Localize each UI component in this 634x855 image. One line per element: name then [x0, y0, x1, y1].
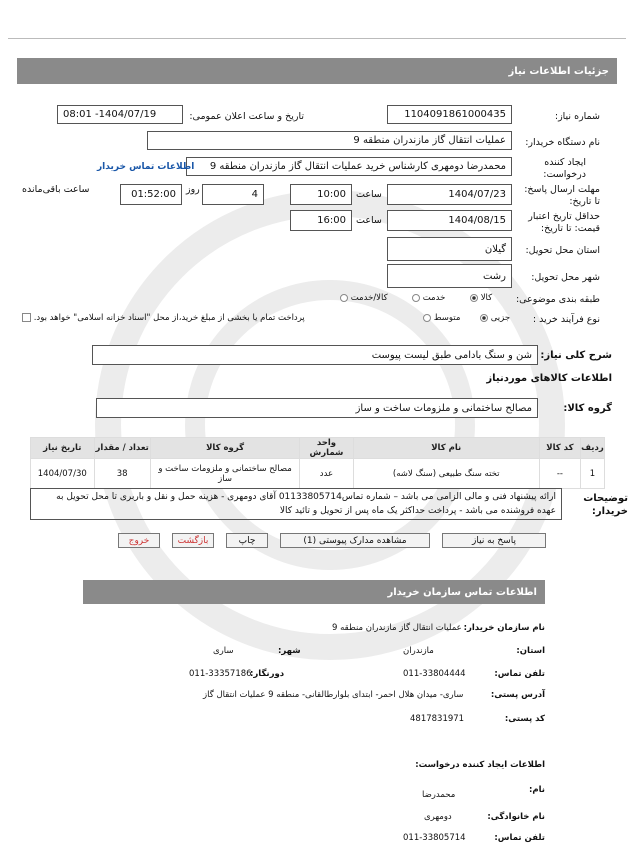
need-desc-field: شن و سنگ بادامی طبق لیست پیوست	[92, 345, 538, 365]
contact-province-label: استان:	[516, 646, 545, 656]
purchase-option-minor-label: جزیی	[490, 313, 511, 323]
buyer-contact-link[interactable]: اطلاعات تماس خریدار	[97, 162, 195, 172]
cell-qty: 38	[94, 459, 150, 489]
purchase-option-medium-label: متوسط	[433, 313, 461, 323]
announce-datetime-field: 1404/07/19- 08:01	[57, 105, 183, 124]
need-number-label: شماره نیاز:	[554, 111, 600, 122]
cell-group: مصالح ساختمانی و ملزومات ساخت و ساز	[150, 459, 299, 489]
purchase-option-medium[interactable]	[423, 313, 460, 323]
exit-button[interactable]: خروج	[118, 533, 160, 548]
reply-remaining-field: 01:52:00	[120, 184, 182, 205]
category-option-goods-label: کالا	[480, 293, 493, 303]
contact-province-value: مازندران	[403, 646, 434, 656]
back-button[interactable]: بازگشت	[172, 533, 214, 548]
treasury-note-text: پرداخت تمام یا بخشی از مبلغ خرید،از محل "اسناد خزانه اسلامی" خواهد بود.	[33, 313, 305, 323]
goods-group-label: گروه کالا:	[563, 403, 612, 414]
col-group: گروه کالا	[150, 438, 299, 459]
reply-deadline-label: مهلت ارسال پاسخ: تا تاریخ:	[524, 184, 600, 207]
cell-row: 1	[580, 459, 604, 489]
col-unit: واحد شمارش	[300, 438, 353, 459]
creator-family-label: نام خانوادگی:	[487, 812, 545, 822]
category-option-both-label: کالا/خدمت	[350, 293, 388, 303]
buyer-notes-field: ارائه پیشنهاد فنی و مالی الزامی می باشد – شماره تماس01133805714 آقای دومهری - هزینه حمل و نقل و باربری تا محل تحویل به عهده فروشنده می باشد - پرداخت حداکثر یک ماه پس از تحویل و تائید کالا	[30, 488, 562, 520]
creator-info-title: اطلاعات ایجاد کننده درخواست:	[415, 760, 545, 770]
contact-org-label: نام سازمان خریدار:	[463, 623, 545, 633]
col-code: کد کالا	[539, 438, 580, 459]
creator-family-value: دومهری	[424, 812, 452, 822]
radio-selected-icon	[470, 294, 478, 302]
creator-phone-value: 011-33805714	[403, 833, 466, 843]
radio-icon	[423, 314, 431, 322]
goods-info-heading: اطلاعات کالاهای موردنیاز	[486, 373, 612, 384]
contact-address-value: ساری- میدان هلال احمر- ابتدای بلوارطالقانی- منطقه 9 عملیات انتقال گاز	[203, 690, 464, 700]
validity-date-field: 1404/08/15	[387, 210, 512, 231]
reply-date-field: 1404/07/23	[387, 184, 512, 205]
validity-hour-field: 16:00	[290, 210, 352, 231]
creator-label: ایجاد کننده درخواست:	[543, 157, 586, 180]
reply-days-label: روز	[186, 184, 200, 195]
creator-name-label: نام:	[528, 785, 545, 795]
price-validity-label: حداقل تاریخ اعتبار قیمت: تا تاریخ:	[528, 211, 600, 234]
contact-city-label: شهر:	[278, 646, 301, 656]
goods-group-field: مصالح ساختمانی و ملزومات ساخت و ساز	[96, 398, 538, 418]
category-option-service[interactable]	[412, 293, 445, 303]
buyer-org-label: نام دستگاه خریدار:	[525, 137, 600, 148]
contact-phone-label: تلفن تماس:	[494, 669, 545, 679]
creator-phone-label: تلفن تماس:	[494, 833, 545, 843]
category-option-service-label: خدمت	[422, 293, 446, 303]
reply-button[interactable]: پاسخ به نیاز	[442, 533, 546, 548]
radio-icon	[412, 294, 420, 302]
col-name: نام کالا	[353, 438, 539, 459]
category-option-goods[interactable]	[470, 293, 492, 303]
cell-code: --	[539, 459, 580, 489]
need-number-field: 1104091861000435	[387, 105, 512, 124]
top-divider	[8, 38, 626, 39]
cell-unit: عدد	[300, 459, 353, 489]
contact-fax-label: دورنگار:	[250, 669, 285, 679]
attachments-button[interactable]: مشاهده مدارک پیوستی (1)	[280, 533, 430, 548]
contact-phone-value: 011-33804444	[403, 669, 466, 679]
col-date: تاریخ نیاز	[31, 438, 95, 459]
table-row	[31, 459, 605, 489]
table-header-row	[31, 438, 605, 459]
creator-name-value: محمدرضا	[422, 790, 456, 800]
creator-field: محمدرضا دومهری کارشناس خرید عملیات انتقال گاز مازندران منطقه 9	[186, 157, 512, 176]
page-title: جزئیات اطلاعات نیاز	[508, 65, 609, 77]
need-desc-label: شرح کلی نیاز:	[540, 350, 612, 361]
reply-hour-label: ساعت	[356, 189, 382, 200]
goods-table	[30, 437, 605, 489]
buyer-notes-label: توضیحات خریدار:	[583, 493, 628, 517]
radio-selected-icon	[480, 314, 488, 322]
purchase-type-label: نوع فرآیند خرید :	[532, 314, 600, 325]
radio-icon	[340, 294, 348, 302]
checkbox-icon[interactable]	[22, 313, 31, 322]
buyer-org-field: عملیات انتقال گاز مازندران منطقه 9	[147, 131, 512, 150]
city-field: رشت	[387, 264, 512, 288]
cell-date: 1404/07/30	[31, 459, 95, 489]
col-qty: تعداد / مقدار	[94, 438, 150, 459]
cell-name: تخته سنگ طبیعی (سنگ لاشه)	[353, 459, 539, 489]
province-field: گیلان	[387, 237, 512, 261]
treasury-note	[22, 313, 305, 323]
province-label: استان محل تحویل:	[525, 245, 600, 256]
announce-datetime-label: تاریخ و ساعت اعلان عمومی:	[189, 111, 304, 122]
validity-hour-label: ساعت	[356, 215, 382, 226]
contact-fax-value: 011-33357186	[189, 669, 252, 679]
contact-title: اطلاعات تماس سازمان خریدار	[387, 586, 537, 598]
city-label: شهر محل تحویل:	[531, 272, 600, 283]
category-label: طبقه بندی موضوعی:	[515, 294, 600, 305]
reply-days-field: 4	[202, 184, 264, 205]
contact-address-label: آدرس پستی:	[490, 690, 545, 700]
contact-org-value: عملیات انتقال گاز مازندران منطقه 9	[332, 623, 462, 633]
reply-hour-field: 10:00	[290, 184, 352, 205]
contact-header	[83, 580, 545, 604]
contact-city-value: ساری	[213, 646, 234, 656]
remaining-label: ساعت باقی‌مانده	[22, 184, 90, 195]
contact-postal-label: کد پستی:	[504, 714, 545, 724]
contact-postal-value: 4817831971	[410, 714, 465, 724]
col-row: ردیف	[580, 438, 604, 459]
purchase-option-minor[interactable]	[480, 313, 510, 323]
print-button[interactable]: چاپ	[226, 533, 268, 548]
page-header	[17, 58, 617, 84]
category-option-both[interactable]	[340, 293, 388, 303]
watermark-logo-inner	[185, 280, 475, 570]
